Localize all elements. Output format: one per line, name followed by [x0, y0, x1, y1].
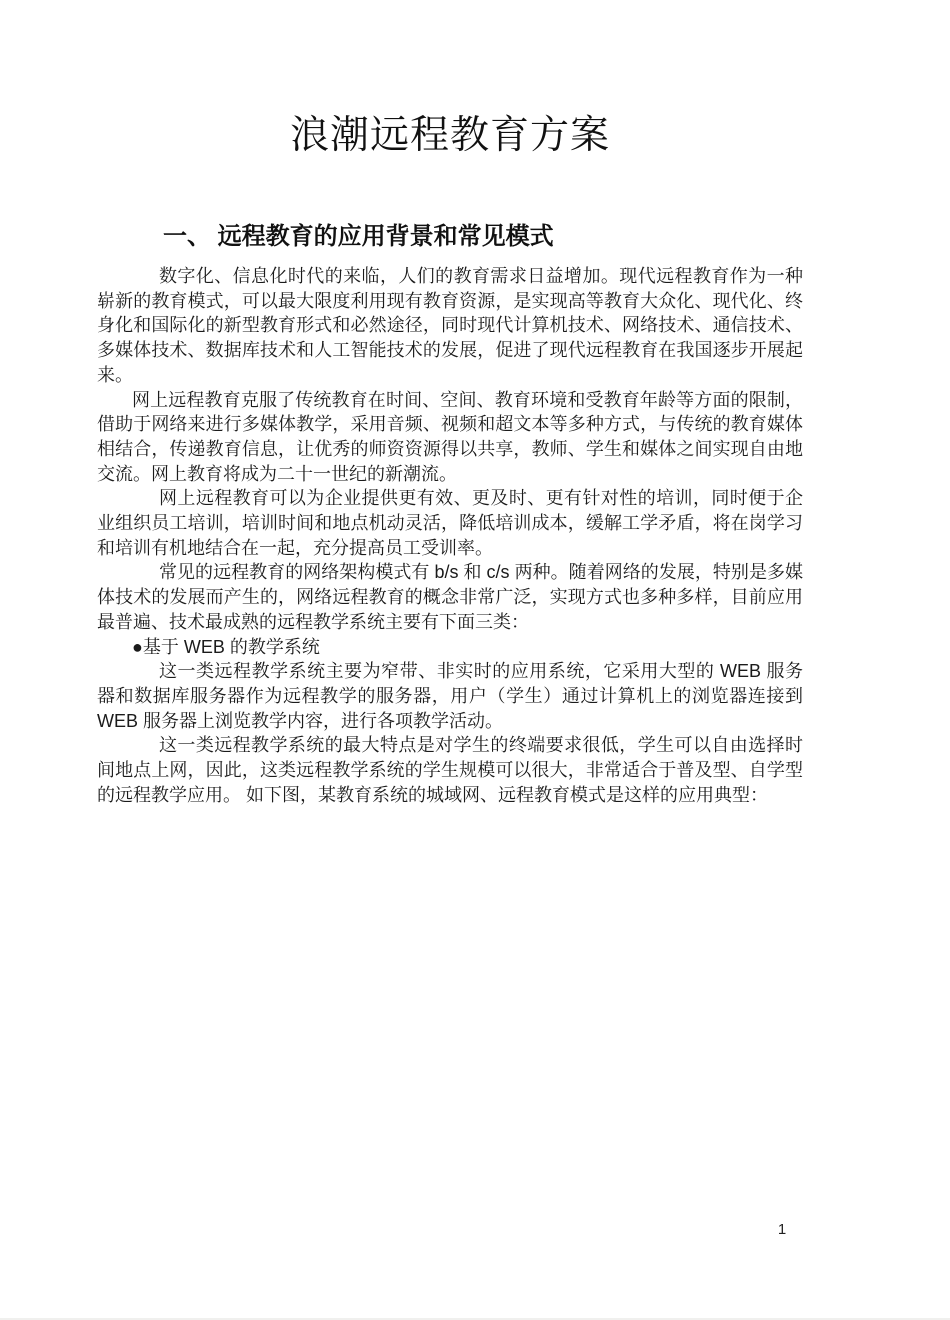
section-heading: 一、 远程教育的应用背景和常见模式 — [163, 223, 554, 250]
paragraph-background: 数字化、信息化时代的来临，人们的教育需求日益增加。现代远程教育作为一种崭新的教育模式，可以最大限度利用现有教育资源，是实现高等教育大众化、现代化、终身化和国际化的新型教育形式和必然途径，同时现代计算机技术、网络技术、通信技术、多媒体技术、数据库技术和人工智能技术的发展，促进了现代远程教育在我国逐步开展起来。 — [97, 266, 803, 385]
body-text — [97, 264, 803, 807]
paragraph-online-education: 网上远程教育克服了传统教育在时间、空间、教育环境和受教育年龄等方面的限制，借助于网络来进行多媒体教学，采用音频、视频和超文本等多种方式，与传统的教育媒体相结合，传递教育信息，让优秀的师资资源得以共享，教师、学生和媒体之间实现自由地交流。网上教育将成为二十一世纪的新潮流。 — [97, 389, 803, 484]
page-content — [97, 0, 803, 807]
paragraph-web-system-features: 这一类远程教学系统的最大特点是对学生的终端要求很低，学生可以自由选择时间地点上网，因此，这类远程教学系统的学生规模可以很大，非常适合于普及型、自学型的远程教学应用。 如下图，某教育系统的城域网、远程教育模式是这样的应用典型： — [97, 735, 803, 805]
paragraph-web-system-description: 这一类远程教学系统主要为窄带、非实时的应用系统，它采用大型的 WEB 服务器和数据库服务器作为远程教学的服务器，用户（学生）通过计算机上的浏览器连接到 WEB 服务器上浏览教学内容，进行各项教学活动。 — [97, 661, 803, 731]
document-title: 浪潮远程教育方案 — [289, 114, 610, 157]
page-number: 1 — [777, 1221, 787, 1238]
paragraph-network-architecture: 常见的远程教育的网络架构模式有 b/s 和 c/s 两种。随着网络的发展，特别是多媒体技术的发展而产生的，网络远程教育的概念非常广泛，实现方式也多种多样，目前应用最普遍、技术最成熟的远程教学系统主要有下面三类： — [97, 562, 803, 632]
bullet-item-web-teaching-system: ●基于 WEB 的教学系统 — [132, 636, 320, 657]
paragraph-enterprise-training: 网上远程教育可以为企业提供更有效、更及时、更有针对性的培训，同时便于企业组织员工培训，培训时间和地点机动灵活，降低培训成本，缓解工学矛盾，将在岗学习和培训有机地结合在一起，充分提高员工受训率。 — [97, 488, 803, 558]
